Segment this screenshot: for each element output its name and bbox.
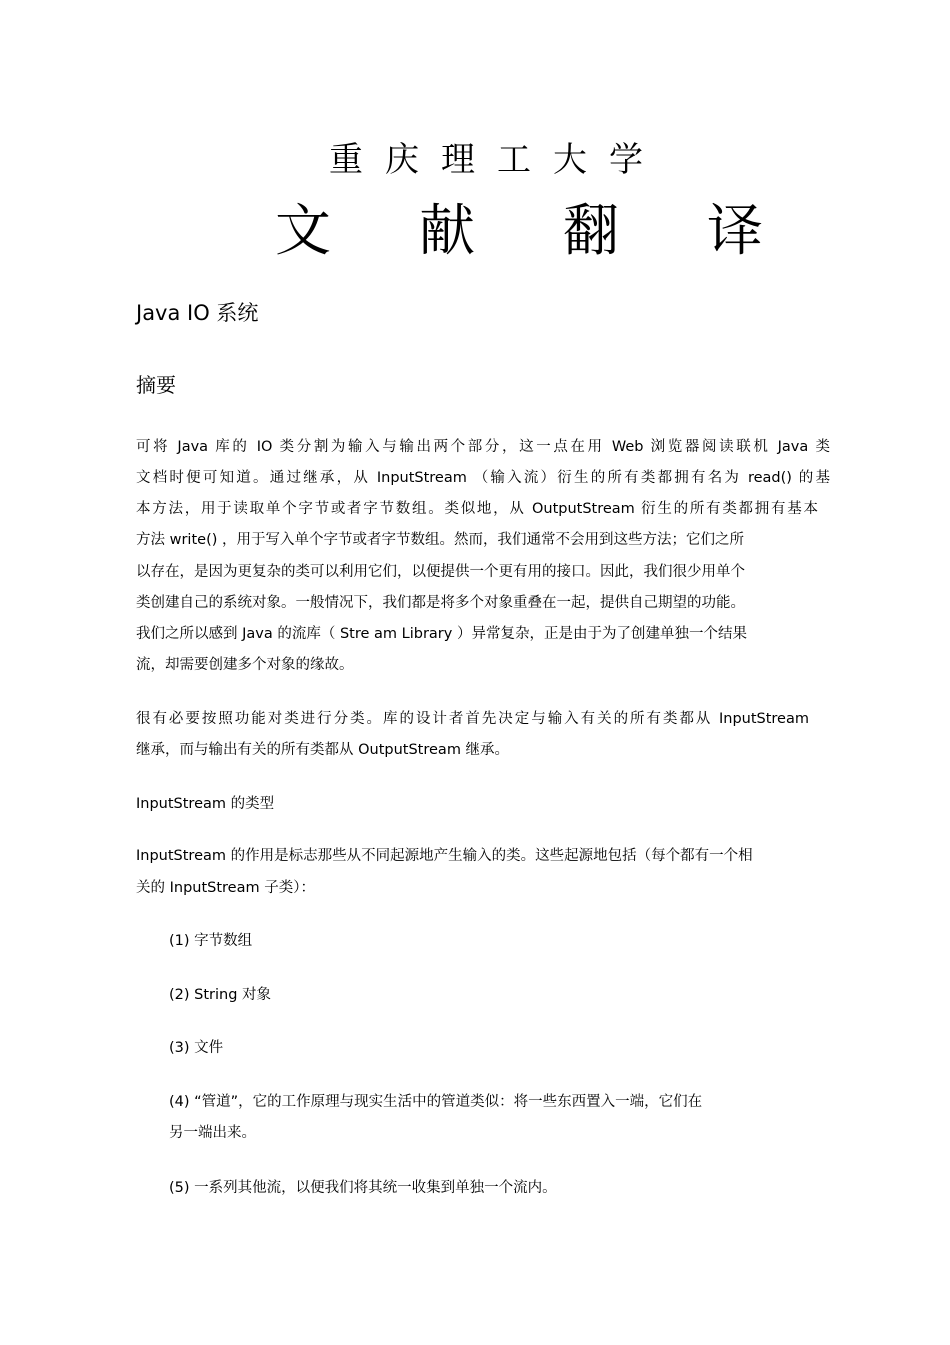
- paragraph-line: 本方法，用于读取单个字节或者字节数组。类似地，从 OutputStream 衍生的所有类都拥有基本: [136, 501, 818, 517]
- list-item: (1) 字节数组: [169, 933, 253, 949]
- university-name: 重庆理工大学: [329, 140, 665, 180]
- paragraph-line: 继承，而与输出有关的所有类都从 OutputStream 继承。: [136, 742, 510, 758]
- document-title: 文献翻译: [275, 199, 851, 264]
- paragraph-line: 文档时便可知道。通过继承，从 InputStream （输入流）衍生的所有类都拥有名为 read() 的基: [136, 470, 830, 486]
- paragraph-line: 我们之所以感到 Java 的流库（ Stre am Library ）异常复杂，正是由于为了创建单独一个结果: [136, 626, 747, 642]
- section-title: Java IO 系统: [136, 301, 259, 325]
- subsection-heading: InputStream 的类型: [136, 796, 275, 812]
- paragraph-line: 可将 Java 库的 IO 类分割为输入与输出两个部分，这一点在用 Web 浏览器阅读联机 Java 类: [136, 439, 830, 455]
- list-item-continuation: 另一端出来。: [169, 1125, 256, 1141]
- paragraph-line: 流，却需要创建多个对象的缘故。: [136, 657, 354, 673]
- abstract-heading: 摘要: [136, 373, 176, 397]
- list-item: (5) 一系列其他流，以便我们将其统一收集到单独一个流内。: [169, 1180, 557, 1196]
- list-item: (4) “管道”，它的工作原理与现实生活中的管道类似：将一些东西置入一端，它们在: [169, 1094, 703, 1110]
- paragraph-line: 以存在，是因为更复杂的类可以利用它们，以便提供一个更有用的接口。因此，我们很少用单个: [136, 564, 745, 580]
- paragraph-line: 很有必要按照功能对类进行分类。库的设计者首先决定与输入有关的所有类都从 InputStream: [136, 711, 809, 727]
- paragraph-line: 关的 InputStream 子类）：: [136, 880, 315, 896]
- paragraph-line: 类创建自己的系统对象。一般情况下，我们都是将多个对象重叠在一起，提供自己期望的功能。: [136, 595, 745, 611]
- paragraph-line: InputStream 的作用是标志那些从不同起源地产生输入的类。这些起源地包括（每个都有一个相: [136, 848, 753, 864]
- list-item: (3) 文件: [169, 1040, 224, 1056]
- list-item: (2) String 对象: [169, 987, 272, 1003]
- paragraph-line: 方法 write() ，用于写入单个字节或者字节数组。然而，我们通常不会用到这些方法；它们之所: [136, 532, 744, 548]
